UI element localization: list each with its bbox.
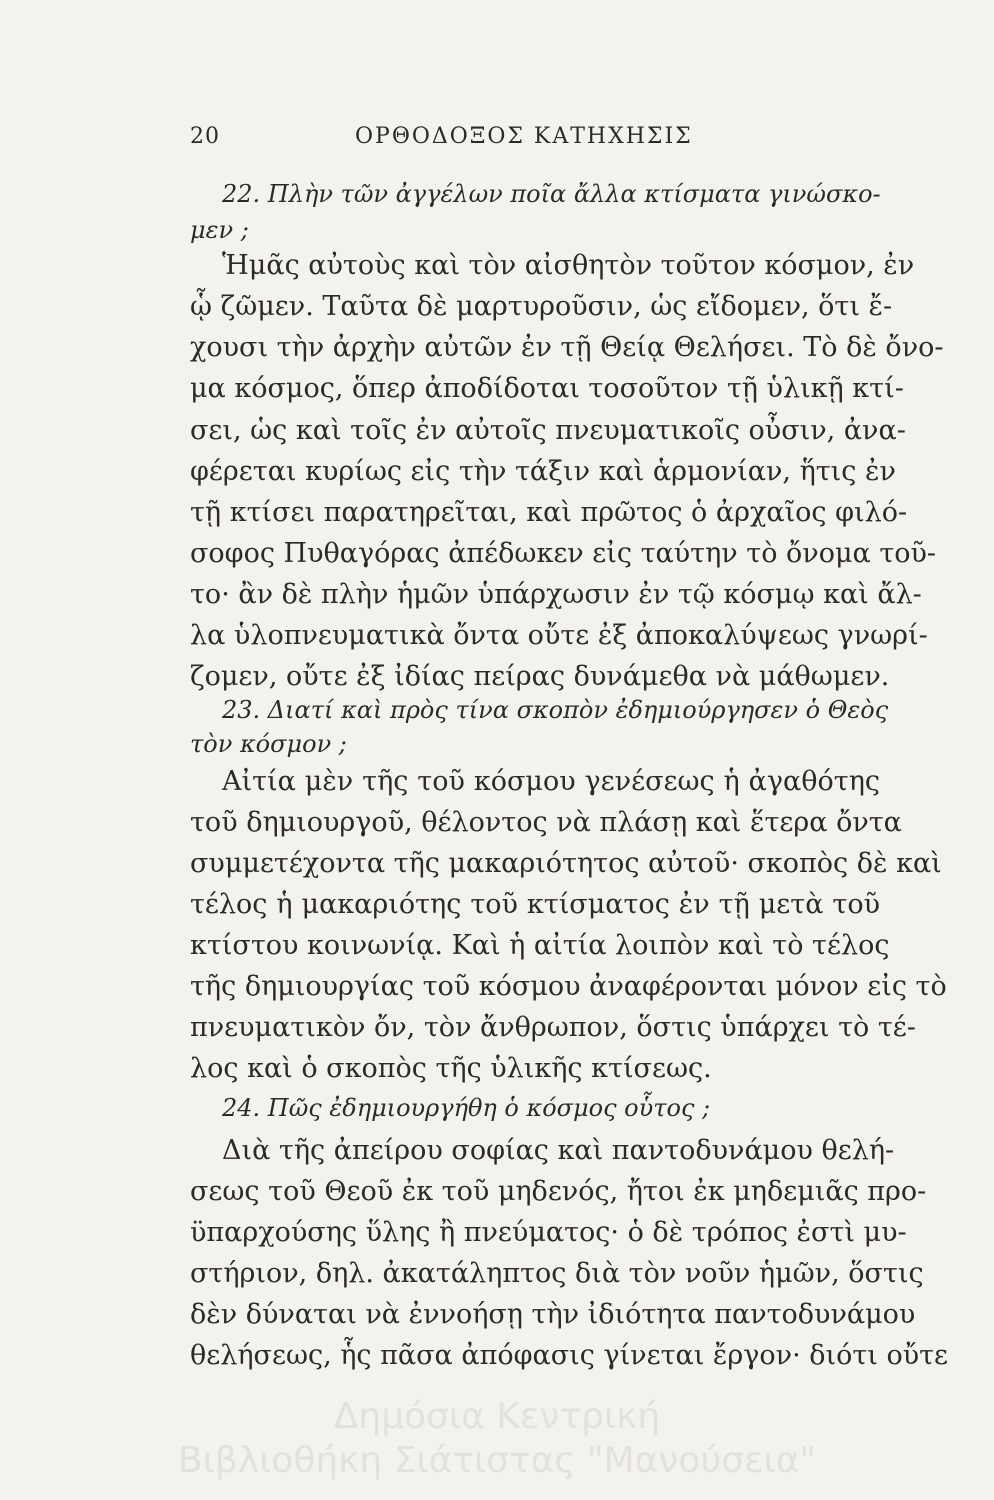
- answer-22-line-9: το· ἂν δὲ πλὴν ἡμῶν ὑπάρχωσιν ἐν τῷ κόσμῳ καὶ ἄλ-: [190, 579, 922, 610]
- answer-22-line-11: ζομεν, οὔτε ἐξ ἰδίας πείρας δυνάμεθα νὰ μάθωμεν.: [190, 661, 890, 692]
- answer-22-line-8: σοφος Πυθαγόρας ἀπέδωκεν εἰς ταύτην τὸ ὄνομα τοῦ-: [190, 538, 937, 569]
- library-watermark-line-1: Δημόσια Κεντρική: [333, 1396, 661, 1437]
- answer-24-line-4: στήριον, δηλ. ἀκατάληπτος διὰ τὸν νοῦν ἡμῶν, ὅστις: [190, 1258, 924, 1289]
- answer-24-line-2: σεως τοῦ Θεοῦ ἐκ τοῦ μηδενός, ἤτοι ἐκ μηδεμιᾶς προ-: [190, 1176, 927, 1207]
- question-23-line-2: τὸν κόσμον ;: [190, 730, 347, 758]
- answer-22-line-10: λα ὑλοπνευματικὰ ὄντα οὔτε ἐξ ἀποκαλύψεως γνωρί-: [190, 620, 928, 651]
- answer-24-line-3: ϋπαρχούσης ὕλης ἢ πνεύματος· ὁ δὲ τρόπος ἐστὶ μυ-: [190, 1217, 907, 1248]
- answer-22-line-4: μα κόσμος, ὅπερ ἀποδίδοται τοσοῦτον τῇ ὑλικῇ κτί-: [190, 373, 904, 404]
- answer-23-line-7: πνευματικὸν ὄν, τὸν ἄνθρωπον, ὅστις ὑπάρχει τὸ τέ-: [190, 1012, 916, 1043]
- answer-23-line-6: τῆς δημιουργίας τοῦ κόσμου ἀναφέρονται μόνον εἰς τὸ: [190, 971, 947, 1002]
- answer-22-line-5: σει, ὡς καὶ τοῖς ἐν αὐτοῖς πνευματικοῖς οὖσιν, ἀνα-: [190, 415, 906, 446]
- answer-23-line-4: τέλος ἡ μακαριότης τοῦ κτίσματος ἐν τῇ μετὰ τοῦ: [190, 889, 880, 920]
- question-23-line-1: 23. Διατί καὶ πρὸς τίνα σκοπὸν ἐδημιούργησεν ὁ Θεὸς: [222, 696, 889, 724]
- answer-24-line-1: Διὰ τῆς ἀπείρου σοφίας καὶ παντοδυνάμου θελή-: [222, 1135, 895, 1166]
- answer-23-line-2: τοῦ δημιουργοῦ, θέλοντος νὰ πλάσῃ καὶ ἕτερα ὄντα: [190, 807, 902, 838]
- answer-22-line-7: τῇ κτίσει παρατηρεῖται, καὶ πρῶτος ὁ ἀρχαῖος φιλό-: [190, 497, 908, 528]
- answer-23-line-8: λος καὶ ὁ σκοπὸς τῆς ὑλικῆς κτίσεως.: [190, 1053, 712, 1084]
- answer-22-line-1: Ἡμᾶς αὐτοὺς καὶ τὸν αἰσθητὸν τοῦτον κόσμον, ἐν: [222, 250, 915, 281]
- question-22-line-1: 22. Πλὴν τῶν ἀγγέλων ποῖα ἄλλα κτίσματα γινώσκο-: [222, 180, 881, 208]
- answer-23-line-3: συμμετέχοντα τῆς μακαριότητος αὐτοῦ· σκοπὸς δὲ καὶ: [190, 848, 942, 879]
- library-watermark-line-2: Βιβλιοθήκη Σιάτιστας "Μανούσεια": [177, 1440, 817, 1481]
- page-number: 20: [190, 124, 220, 149]
- question-22-line-2: μεν ;: [190, 216, 249, 244]
- answer-22-line-3: χουσι τὴν ἀρχὴν αὐτῶν ἐν τῇ Θείᾳ Θελήσει. Τὸ δὲ ὄνο-: [190, 332, 944, 363]
- answer-24-line-5: δὲν δύναται νὰ ἐννοήσῃ τὴν ἰδιότητα παντοδυνάμου: [190, 1299, 916, 1330]
- page-header: [190, 124, 880, 156]
- answer-24-line-6: θελήσεως, ἧς πᾶσα ἀπόφασις γίνεται ἔργον· διότι οὔτε: [190, 1340, 949, 1371]
- answer-22-line-6: φέρεται κυρίως εἰς τὴν τάξιν καὶ ἁρμονίαν, ἥτις ἐν: [190, 456, 896, 487]
- running-title: ΟΡΘΟΔΟΞΟΣ ΚΑΤΗΧΗΣΙΣ: [355, 124, 693, 149]
- answer-23-line-5: κτίστου κοινωνίᾳ. Καὶ ἡ αἰτία λοιπὸν καὶ τὸ τέλος: [190, 930, 890, 961]
- question-24: 24. Πῶς ἐδημιουργήθη ὁ κόσμος οὗτος ;: [222, 1094, 711, 1122]
- answer-22-line-2: ᾧ ζῶμεν. Ταῦτα δὲ μαρτυροῦσιν, ὡς εἴδομεν, ὅτι ἔ-: [190, 291, 893, 322]
- answer-23-line-1: Αἰτία μὲν τῆς τοῦ κόσμου γενέσεως ἡ ἀγαθότης: [222, 766, 880, 797]
